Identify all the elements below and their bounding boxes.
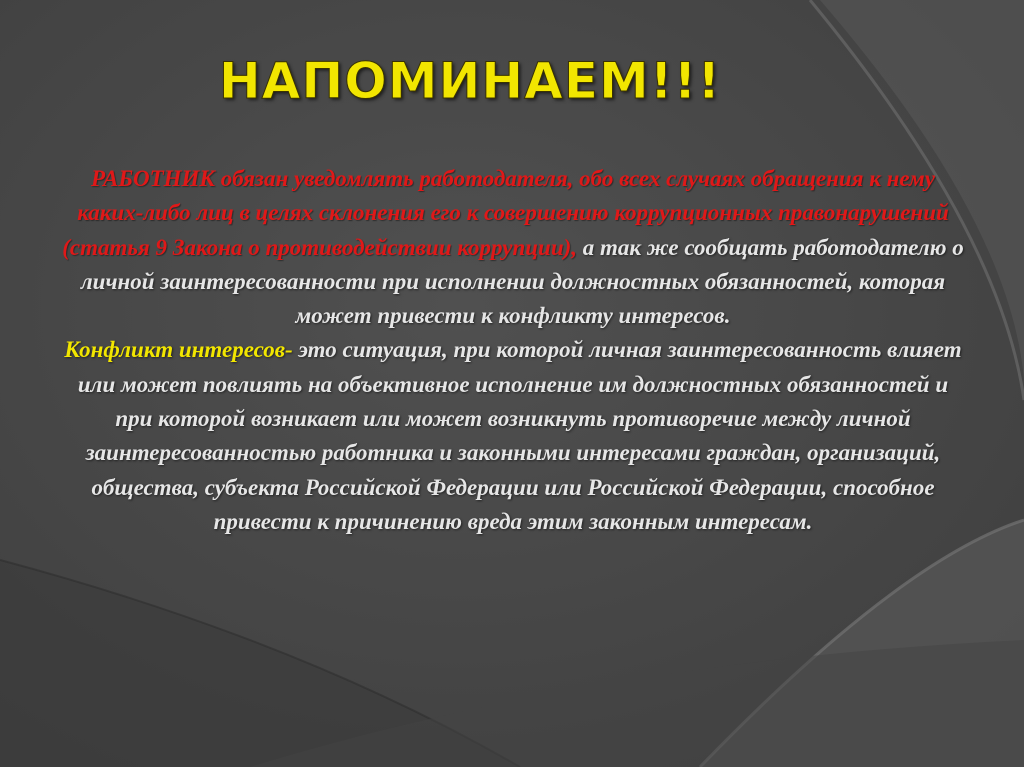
employee-duty-text: РАБОТНИК обязан уведомлять работодателя, обо всех случаях обращения к нему каких-либо лиц в целях склонения его к совершению коррупционных правонарушений (статья 9 Закона о противодействии коррупции), — [62, 166, 949, 260]
conflict-of-interest-term: Конфликт интересов- — [64, 337, 293, 363]
main-paragraph — [58, 162, 968, 539]
conflict-definition-text: это ситуация, при которой личная заинтересованность влияет или может повлиять на объективное исполнение им должностных обязанностей и при которой возникает или может возникнуть противоречие между личной заинтересованностью работника и законными интересами граждан, организаций, общества, субъекта Российской Федерации или Российской Федерации, способное привести к причинению вреда этим законным интересам. — [77, 337, 962, 534]
personal-interest-text: а так же сообщать работодателю о личной заинтересованности при исполнении должностных обязанностей, которая может привести к конфликту интересов. — [80, 234, 964, 329]
slide-title: НАПОМИНАЕМ!!! — [218, 52, 722, 110]
